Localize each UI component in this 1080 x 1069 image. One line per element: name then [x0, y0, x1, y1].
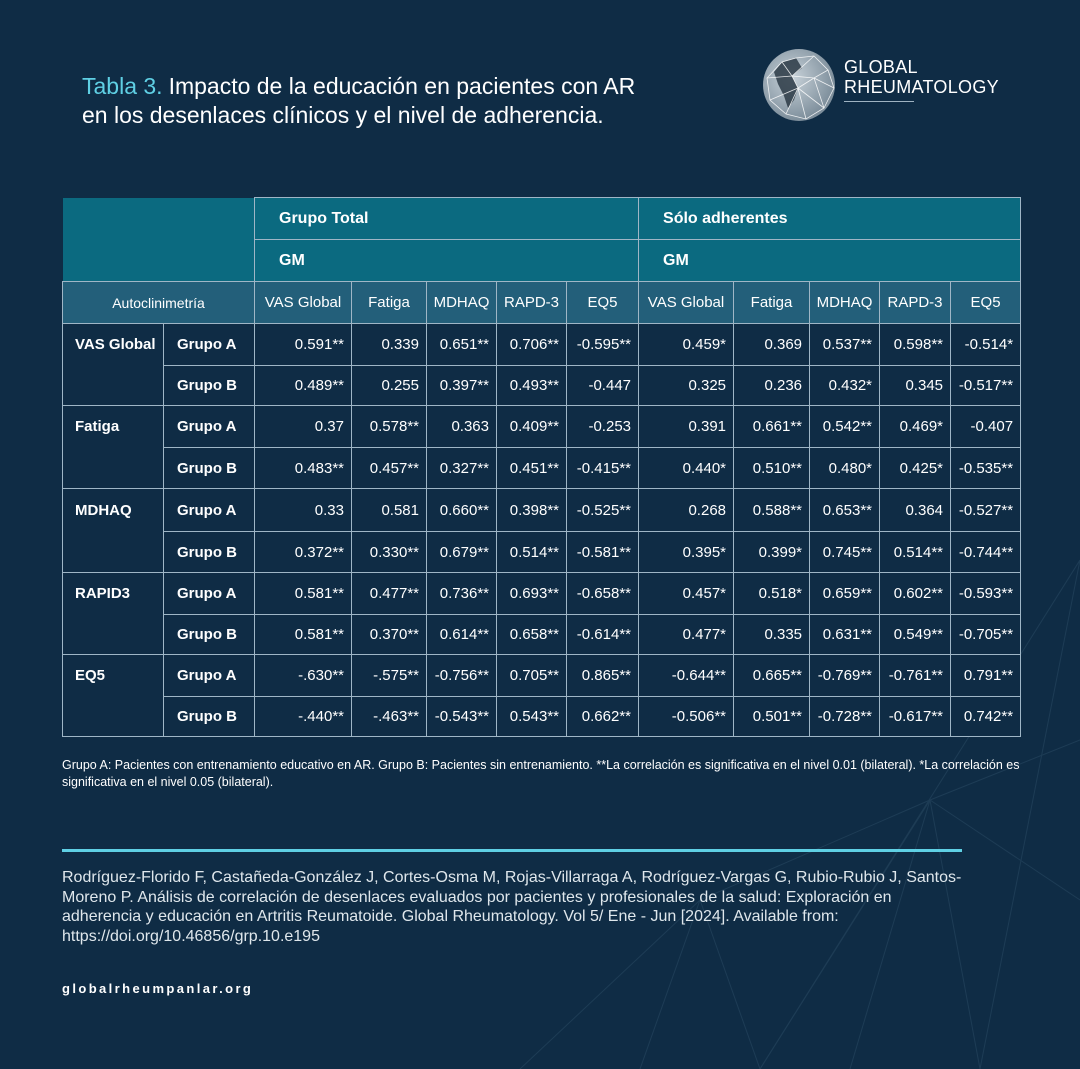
table-cell: -0.658** — [567, 573, 639, 615]
table-row — [63, 697, 1021, 737]
table-cell: 0.469* — [880, 406, 951, 448]
row-group: Grupo B — [164, 615, 255, 655]
column-header: EQ5 — [567, 282, 639, 324]
website-link[interactable]: globalrheumpanlar.org — [62, 981, 254, 996]
table-cell: -0.617** — [880, 697, 951, 737]
column-header: MDHAQ — [810, 282, 880, 324]
header-gm-total: GM — [255, 240, 639, 282]
table-row — [63, 532, 1021, 573]
table-label: Tabla 3. — [82, 73, 163, 99]
logo-underline — [844, 101, 914, 102]
table-cell: -0.593** — [951, 573, 1021, 615]
row-group: Grupo A — [164, 489, 255, 532]
table-cell: -0.761** — [880, 655, 951, 697]
table-cell: 0.432* — [810, 366, 880, 406]
table-cell: 0.489** — [255, 366, 352, 406]
row-variable — [63, 697, 164, 737]
table-cell: -0.756** — [427, 655, 497, 697]
globe-icon — [762, 48, 836, 122]
header-grupo-total: Grupo Total — [255, 198, 639, 240]
table-cell: 0.693** — [497, 573, 567, 615]
table-cell: 0.493** — [497, 366, 567, 406]
table-cell: 0.679** — [427, 532, 497, 573]
table-cell: 0.514** — [880, 532, 951, 573]
table-cell: 0.588** — [734, 489, 810, 532]
table-cell: 0.339 — [352, 324, 427, 366]
table-cell: 0.457* — [639, 573, 734, 615]
table-cell: -.630** — [255, 655, 352, 697]
table-cell: -0.614** — [567, 615, 639, 655]
logo-line-1: GLOBAL — [844, 57, 918, 77]
row-group: Grupo B — [164, 532, 255, 573]
table-cell: 0.705** — [497, 655, 567, 697]
table-row — [63, 324, 1021, 366]
table-cell: 0.706** — [497, 324, 567, 366]
table-cell: 0.651** — [427, 324, 497, 366]
table-cell: 0.399* — [734, 532, 810, 573]
table-cell: -0.644** — [639, 655, 734, 697]
column-header: Fatiga — [352, 282, 427, 324]
table-cell: 0.391 — [639, 406, 734, 448]
table-cell: 0.518* — [734, 573, 810, 615]
row-variable: EQ5 — [63, 655, 164, 697]
table-row — [63, 573, 1021, 615]
divider — [62, 849, 962, 852]
table-cell: 0.255 — [352, 366, 427, 406]
header-corner — [63, 198, 255, 282]
table-cell: 0.665** — [734, 655, 810, 697]
table-row — [63, 406, 1021, 448]
global-rheumatology-logo — [762, 48, 1022, 123]
header-autoclinimetria: Autoclinimetría — [63, 282, 255, 324]
row-group: Grupo A — [164, 655, 255, 697]
table-cell: 0.865** — [567, 655, 639, 697]
table-cell: 0.440* — [639, 448, 734, 489]
row-variable: RAPID3 — [63, 573, 164, 615]
row-group: Grupo B — [164, 366, 255, 406]
table-cell: 0.477* — [639, 615, 734, 655]
table-cell: 0.653** — [810, 489, 880, 532]
table-cell: 0.543** — [497, 697, 567, 737]
table-cell: -0.517** — [951, 366, 1021, 406]
row-variable — [63, 532, 164, 573]
column-header: MDHAQ — [427, 282, 497, 324]
table-cell: 0.395* — [639, 532, 734, 573]
table-cell: -0.447 — [567, 366, 639, 406]
table-cell: 0.409** — [497, 406, 567, 448]
table-cell: 0.578** — [352, 406, 427, 448]
table-cell: 0.791** — [951, 655, 1021, 697]
table-cell: 0.37 — [255, 406, 352, 448]
table-cell: 0.510** — [734, 448, 810, 489]
table-cell: 0.501** — [734, 697, 810, 737]
table-cell: 0.459* — [639, 324, 734, 366]
row-variable — [63, 366, 164, 406]
title-line-2: en los desenlaces clínicos y el nivel de adherencia. — [82, 102, 604, 128]
table-title — [82, 72, 635, 130]
row-variable: VAS Global — [63, 324, 164, 366]
table-cell: 0.542** — [810, 406, 880, 448]
table-cell: -0.581** — [567, 532, 639, 573]
row-variable — [63, 448, 164, 489]
table-cell: 0.425* — [880, 448, 951, 489]
table-cell: 0.327** — [427, 448, 497, 489]
table-cell: -0.415** — [567, 448, 639, 489]
table-cell: 0.33 — [255, 489, 352, 532]
table-cell: 0.483** — [255, 448, 352, 489]
column-header: VAS Global — [255, 282, 352, 324]
table-cell: 0.742** — [951, 697, 1021, 737]
table-cell: -.575** — [352, 655, 427, 697]
logo-line-2: RHEUMATOLOGY — [844, 77, 999, 97]
column-header: VAS Global — [639, 282, 734, 324]
column-header: RAPD-3 — [880, 282, 951, 324]
row-variable — [63, 615, 164, 655]
table-cell: 0.662** — [567, 697, 639, 737]
table-cell: 0.335 — [734, 615, 810, 655]
table-cell: 0.480* — [810, 448, 880, 489]
table-cell: 0.631** — [810, 615, 880, 655]
row-variable: Fatiga — [63, 406, 164, 448]
column-header: EQ5 — [951, 282, 1021, 324]
header-solo-adherentes: Sólo adherentes — [639, 198, 1021, 240]
table-cell: -0.253 — [567, 406, 639, 448]
table-cell: 0.345 — [880, 366, 951, 406]
table-cell: 0.549** — [880, 615, 951, 655]
table-cell: -.440** — [255, 697, 352, 737]
table-cell: -0.535** — [951, 448, 1021, 489]
table-cell: 0.325 — [639, 366, 734, 406]
column-header: RAPD-3 — [497, 282, 567, 324]
table-cell: -0.744** — [951, 532, 1021, 573]
table-cell: -0.527** — [951, 489, 1021, 532]
table-row — [63, 615, 1021, 655]
row-group: Grupo B — [164, 697, 255, 737]
table-cell: 0.736** — [427, 573, 497, 615]
table-cell: 0.372** — [255, 532, 352, 573]
table-cell: 0.591** — [255, 324, 352, 366]
row-group: Grupo A — [164, 573, 255, 615]
row-group: Grupo A — [164, 324, 255, 366]
table-cell: 0.397** — [427, 366, 497, 406]
footnote: Grupo A: Pacientes con entrenamiento educativo en AR. Grupo B: Pacientes sin entrenamiento. **La correlación es significativa en el nivel 0.01 (bilateral). *La correlación es significativa en el nivel 0.05 (bilateral). — [62, 758, 1020, 789]
table-cell: 0.581** — [255, 573, 352, 615]
table-cell: -0.728** — [810, 697, 880, 737]
table-body — [63, 324, 1021, 737]
table-cell: 0.661** — [734, 406, 810, 448]
table-row — [63, 489, 1021, 532]
table-cell: 0.330** — [352, 532, 427, 573]
table-cell: -0.543** — [427, 697, 497, 737]
table-cell: 0.537** — [810, 324, 880, 366]
table-row — [63, 366, 1021, 406]
table-cell: 0.236 — [734, 366, 810, 406]
correlation-table — [62, 197, 1021, 737]
table-cell: 0.268 — [639, 489, 734, 532]
table-cell: 0.364 — [880, 489, 951, 532]
table-cell: -0.595** — [567, 324, 639, 366]
table-cell: -0.407 — [951, 406, 1021, 448]
table-cell: 0.451** — [497, 448, 567, 489]
table-cell: 0.581** — [255, 615, 352, 655]
table-cell: 0.660** — [427, 489, 497, 532]
table-cell: -0.525** — [567, 489, 639, 532]
table-cell: 0.477** — [352, 573, 427, 615]
table-cell: 0.370** — [352, 615, 427, 655]
citation: Rodríguez-Florido F, Castañeda-González J, Cortes-Osma M, Rojas-Villarraga A, Rodríguez-Vargas G, Rubio-Rubio J, Santos-Moreno P. Análisis de correlación de desenlaces evaluados por pacientes y profesionales de la salud: Exploración en adherencia y educación en Artritis Reumatoide. Global Rheumatology. Vol 5/ Ene - Jun [2024]. Available from: https://doi.org/10.46856/grp.10.e195 — [62, 869, 962, 945]
table-cell: 0.457** — [352, 448, 427, 489]
table-cell: -0.769** — [810, 655, 880, 697]
table-cell: 0.363 — [427, 406, 497, 448]
table-row — [63, 655, 1021, 697]
logo-text — [844, 57, 999, 97]
table-cell: 0.369 — [734, 324, 810, 366]
row-group: Grupo A — [164, 406, 255, 448]
header-group-row — [63, 198, 1021, 240]
table-cell: -0.514* — [951, 324, 1021, 366]
column-header: Fatiga — [734, 282, 810, 324]
table-cell: -0.705** — [951, 615, 1021, 655]
table-row — [63, 448, 1021, 489]
table-cell: 0.658** — [497, 615, 567, 655]
table-cell: 0.659** — [810, 573, 880, 615]
table-cell: 0.514** — [497, 532, 567, 573]
header-columns-row — [63, 282, 1021, 324]
table-cell: -.463** — [352, 697, 427, 737]
table-cell: 0.745** — [810, 532, 880, 573]
table-cell: 0.602** — [880, 573, 951, 615]
table-cell: 0.614** — [427, 615, 497, 655]
title-line-1: Impacto de la educación en pacientes con AR — [168, 73, 636, 99]
row-group: Grupo B — [164, 448, 255, 489]
table-cell: -0.506** — [639, 697, 734, 737]
table-cell: 0.598** — [880, 324, 951, 366]
table-cell: 0.581 — [352, 489, 427, 532]
header-gm-adherentes: GM — [639, 240, 1021, 282]
table-cell: 0.398** — [497, 489, 567, 532]
row-variable: MDHAQ — [63, 489, 164, 532]
